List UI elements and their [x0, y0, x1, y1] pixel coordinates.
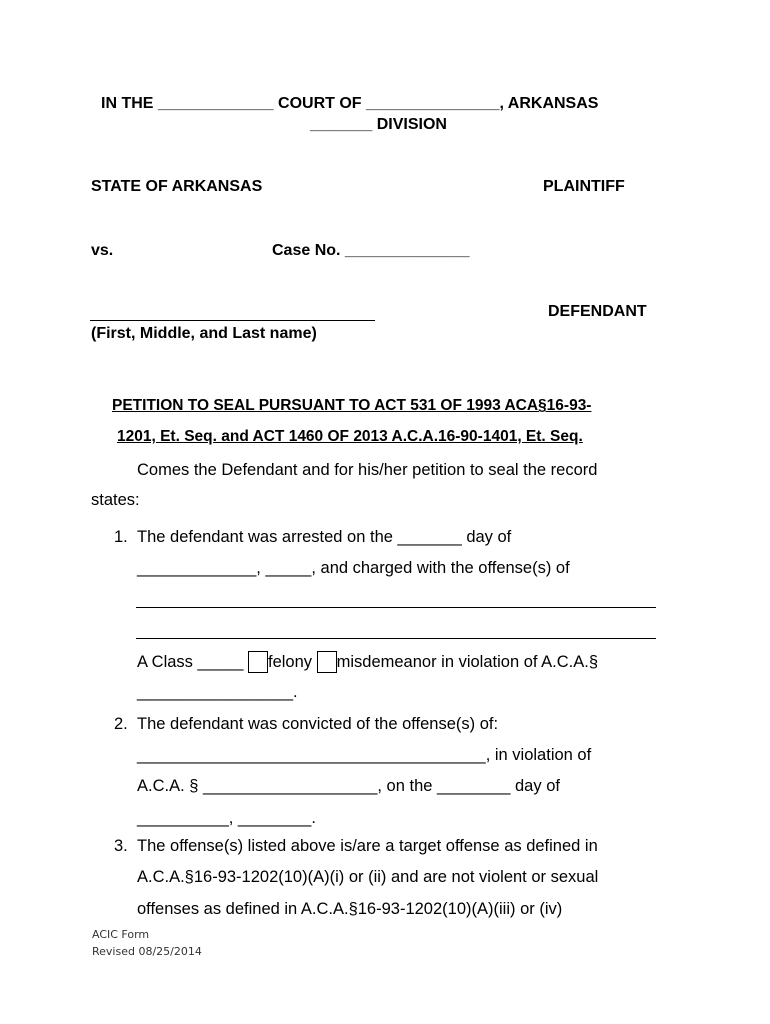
intro-line1: Comes the Defendant and for his/her petition to seal the record — [137, 461, 598, 479]
item1-offense-blank-2 — [136, 638, 656, 639]
item1-number: 1. — [114, 528, 128, 546]
item1-class-line — [137, 651, 598, 673]
division-line: _______ DIVISION — [310, 116, 447, 133]
item1-line2: _____________, _____, and charged with the offense(s) of — [137, 559, 570, 577]
class-label: A Class _____ — [137, 653, 244, 671]
item3-line1: The offense(s) listed above is/are a target offense as defined in — [137, 837, 598, 855]
item1-statute-blank: _________________. — [137, 683, 298, 701]
felony-checkbox[interactable] — [248, 651, 268, 673]
intro-line2: states: — [91, 491, 140, 509]
plaintiff-label: PLAINTIFF — [543, 178, 625, 195]
footer-form-name: ACIC Form — [92, 928, 150, 941]
item3-number: 3. — [114, 837, 128, 855]
item2-number: 2. — [114, 715, 128, 733]
item3-line3: offenses as defined in A.C.A.§16-93-1202(10)(A)(iii) or (iv) — [137, 900, 563, 918]
defendant-name-hint: (First, Middle, and Last name) — [91, 325, 317, 342]
item1-offense-blank-1 — [136, 607, 656, 608]
state-of-arkansas: STATE OF ARKANSAS — [91, 178, 263, 195]
case-number-field: Case No. ______________ — [272, 242, 470, 259]
item2-line1: The defendant was convicted of the offense(s) of: — [137, 715, 499, 733]
misdemeanor-label: misdemeanor in violation of A.C.A.§ — [336, 653, 599, 671]
felony-label: felony — [268, 653, 313, 671]
item3-line2: A.C.A.§16-93-1202(10)(A)(i) or (ii) and are not violent or sexual — [137, 868, 599, 886]
vs-label: vs. — [91, 242, 114, 259]
petition-title-line2: 1201, Et. Seq. and ACT 1460 OF 2013 A.C.A.16-90-1401, Et. Seq. — [117, 428, 583, 445]
defendant-name-line — [90, 320, 375, 321]
court-caption-line: IN THE _____________ COURT OF _______________, ARKANSAS — [101, 95, 599, 112]
item1-line1: The defendant was arrested on the _______ day of — [137, 528, 512, 546]
petition-title-line1: PETITION TO SEAL PURSUANT TO ACT 531 OF 1993 ACA§16-93- — [112, 397, 592, 414]
footer-revised-date: Revised 08/25/2014 — [92, 945, 202, 958]
misdemeanor-checkbox[interactable] — [317, 651, 337, 673]
item2-line4: __________, ________. — [137, 809, 316, 827]
item2-line2: ______________________________________, in violation of — [137, 746, 592, 764]
item2-line3: A.C.A. § ___________________, on the ________ day of — [137, 777, 560, 795]
defendant-label: DEFENDANT — [548, 303, 647, 320]
